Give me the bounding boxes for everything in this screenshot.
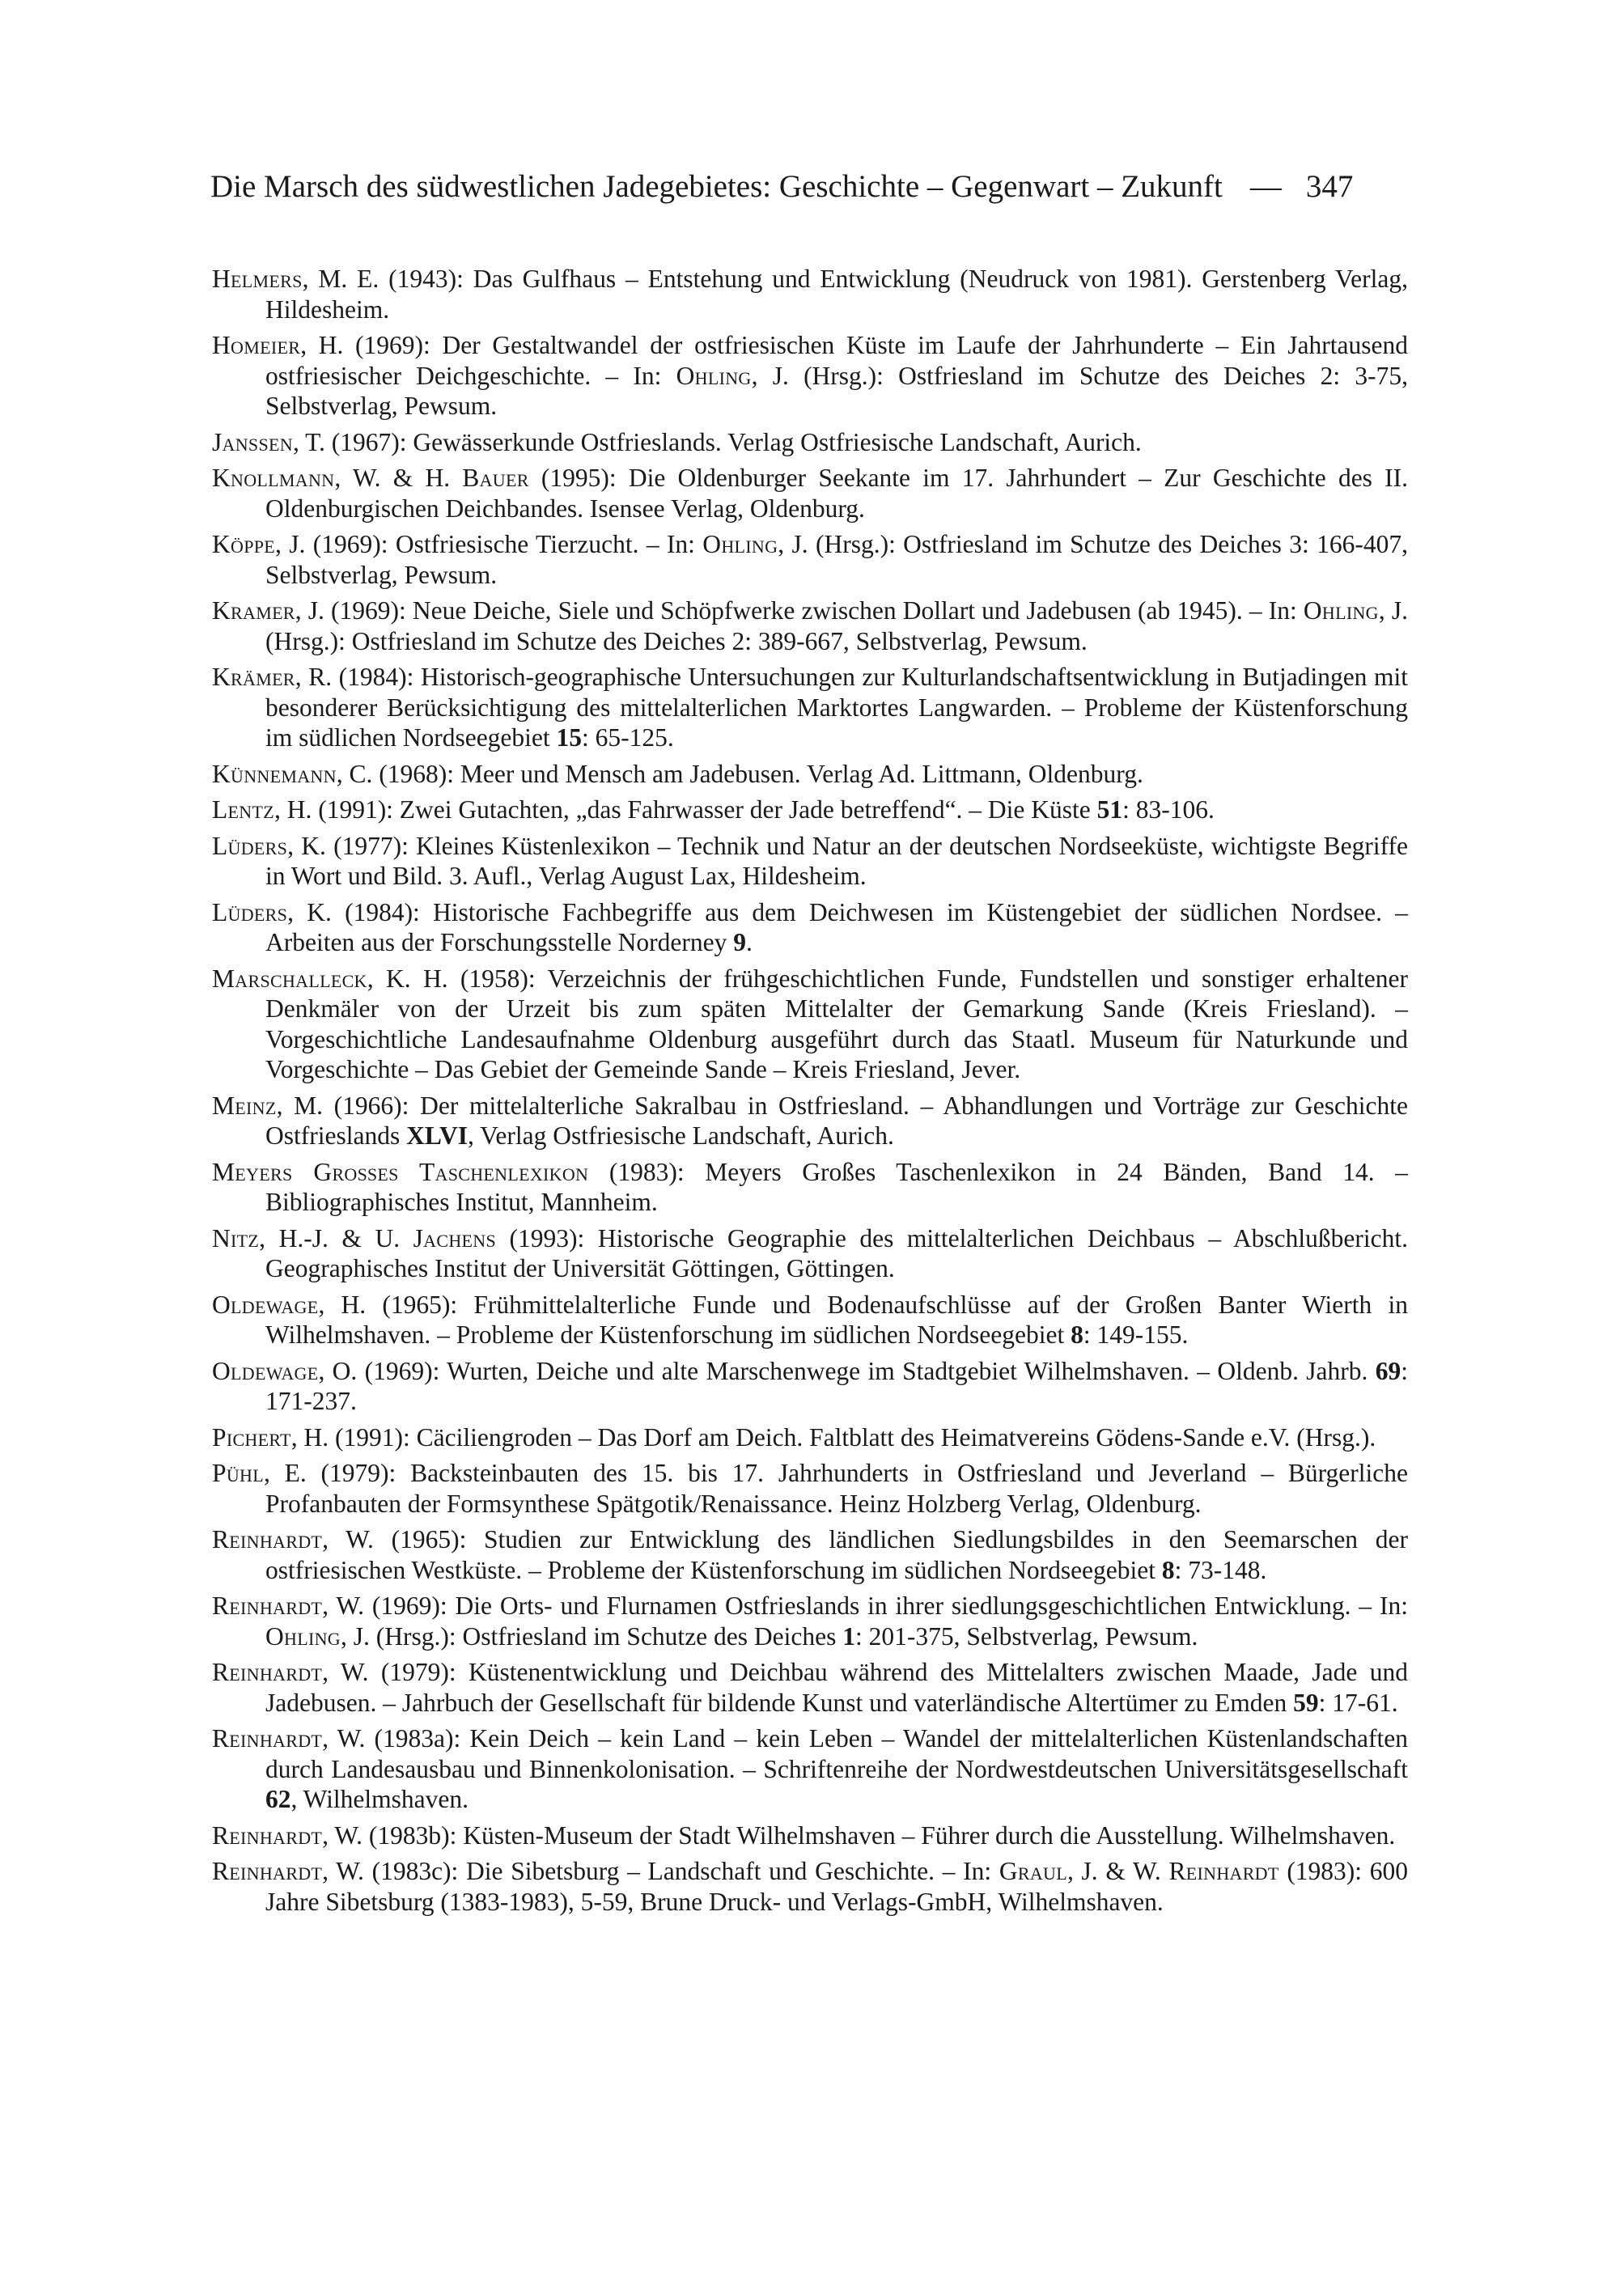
reference-entry — [212, 1091, 1408, 1151]
reference-author: Graul — [999, 1857, 1067, 1885]
reference-author: Lüders — [212, 831, 288, 860]
reference-entry — [212, 1290, 1408, 1350]
reference-author: Janssen — [212, 427, 293, 456]
reference-text: , W. (1965): Studien zur Entwicklung des ländlichen Siedlungsbildes in den Seemarschen der ostfriesischen Westküste. – Probleme der Küstenforschung im südlichen Nordseegebiet — [265, 1525, 1408, 1584]
reference-text: (1983): 600 Jahre Sibetsburg (1383-1983), 5-59, Brune Druck- und Verlags-GmbH, Wilhelmshaven. — [265, 1857, 1409, 1916]
reference-author: Lüders — [212, 897, 288, 926]
reference-text: , H. (1991): Cäciliengroden – Das Dorf am Deich. Faltblatt des Heimatvereins Gödens-Sande e.V. (Hrsg.). — [290, 1422, 1376, 1452]
reference-author: Reinhardt — [212, 1592, 323, 1620]
reference-text: , J. (Hrsg.): Ostfriesland im Schutze des Deiches 3: 166-407, Selbstverlag, Pewsum. — [265, 530, 1409, 589]
reference-text: , R. (1984): Historisch-geographische Untersuchungen zur Kulturlandschaftsentwicklung in Butjadingen mit besonderer Berücksichtigung des mittelalterlichen Marktortes Langwarden. – Probleme der Küstenforschung im südlichen Nordseegebiet — [265, 663, 1408, 752]
reference-entry — [212, 1356, 1408, 1417]
reference-author: Bauer — [462, 464, 529, 492]
reference-entry — [212, 330, 1408, 422]
reference-entry — [212, 964, 1408, 1085]
reference-entry — [212, 1723, 1408, 1815]
reference-author: Jachens — [413, 1223, 496, 1252]
reference-text: (1993): Historische Geographie des mittelalterlichen Deichbaus – Abschlußbericht. Geographisches Institut der Universität Göttingen, Göttingen. — [265, 1223, 1408, 1282]
reference-author: Reinhardt — [212, 1658, 323, 1686]
reference-text: : 149-155. — [1083, 1320, 1189, 1349]
reference-author: Oldewage — [212, 1290, 319, 1319]
reference-author: Reinhardt — [212, 1525, 323, 1553]
reference-text: , K. (1984): Historische Fachbegriffe aus dem Deichwesen im Küstengebiet der südlichen Nordsee. – Arbeiten aus der Forschungsstelle Norderney — [265, 897, 1408, 956]
reference-volume: 59 — [1293, 1688, 1319, 1717]
reference-entry — [212, 897, 1408, 958]
reference-entry — [212, 1223, 1408, 1284]
reference-text: , K. (1977): Kleines Küstenlexikon – Technik und Natur an der deutschen Nordseeküste, wichtigste Begriffe in Wort und Bild. 3. Aufl., Verlag August Lax, Hildesheim. — [265, 831, 1408, 890]
reference-text: : 171-237. — [265, 1356, 1408, 1415]
running-header-dash: — — [1249, 169, 1282, 204]
reference-text: , W. (1983a): Kein Deich – kein Land – kein Leben – Wandel der mittelalterlichen Küstenlandschaften durch Landesausbau und Binnenkolonisation. – Schriftenreihe der Nordwestdeutschen Universitätsgesellschaft — [265, 1724, 1408, 1783]
reference-entry — [212, 1157, 1408, 1218]
reference-text: , M. E. (1943): Das Gulfhaus – Entstehung und Entwicklung (Neudruck von 1981). Gerstenberg Verlag, Hildesheim. — [265, 265, 1408, 324]
reference-text: , J. (1969): Neue Deiche, Siele und Schöpfwerke zwischen Dollart und Jadebusen (ab 1945). – In: — [295, 596, 1304, 625]
reference-text: , H. (1991): Zwei Gutachten, „das Fahrwasser der Jade betreffend“. – Die Küste — [273, 795, 1097, 824]
reference-text: : 73-148. — [1174, 1555, 1267, 1584]
reference-author: Homeier — [212, 331, 301, 359]
reference-author: Meinz — [212, 1091, 277, 1120]
reference-text: (1995): Die Oldenburger Seekante im 17. Jahrhundert – Zur Geschichte des II. Oldenburgischen Deichbandes. Isensee Verlag, Oldenburg. — [265, 464, 1409, 523]
reference-text: , Wilhelmshaven. — [290, 1785, 469, 1813]
reference-text: , J. & W. — [1066, 1857, 1169, 1885]
reference-text: : 201-375, Selbstverlag, Pewsum. — [854, 1621, 1198, 1651]
reference-text: , O. (1969): Wurten, Deiche und alte Marschenwege im Stadtgebiet Wilhelmshaven. – Oldenb. Jahrb. — [318, 1356, 1376, 1385]
reference-author: Ohling — [265, 1621, 341, 1651]
reference-entry — [212, 1820, 1408, 1851]
reference-entry — [212, 759, 1408, 790]
reference-author: Kramer — [212, 596, 295, 625]
reference-entry — [212, 264, 1408, 324]
reference-text: , W. (1983c): Die Sibetsburg – Landschaft und Geschichte. – In: — [322, 1857, 999, 1885]
reference-author: Helmers — [212, 265, 303, 293]
reference-text: , E. (1979): Backsteinbauten des 15. bis 17. Jahrhunderts in Ostfriesland und Jeverland – Bürgerliche Profanbauten der Formsynthese Spätgotik/Renaissance. Heinz Holzberg Verlag, Oldenburg. — [263, 1459, 1408, 1518]
reference-text: , H.-J. & U. — [259, 1223, 413, 1252]
reference-entry — [212, 1856, 1408, 1917]
reference-volume: XLVI — [406, 1121, 468, 1150]
reference-entry — [212, 1591, 1408, 1651]
reference-author: Reinhardt — [1168, 1857, 1279, 1885]
reference-entry — [212, 463, 1408, 523]
reference-volume: 69 — [1375, 1356, 1401, 1385]
reference-entry — [212, 596, 1408, 656]
reference-text: , W. (1979): Küstenentwicklung und Deichbau während des Mittelalters zwischen Maade, Jade und Jadebusen. – Jahrbuch der Gesellschaft für bildende Kunst und vaterländische Altertümer zu Emden — [265, 1658, 1408, 1717]
reference-volume: 8 — [1071, 1320, 1083, 1349]
reference-entry — [212, 831, 1408, 892]
reference-entry — [212, 529, 1408, 590]
page-number: 347 — [1305, 169, 1354, 204]
reference-text: , H. (1965): Frühmittelalterliche Funde und Bodenaufschlüsse auf der Großen Banter Wierth in Wilhelmshaven. – Probleme der Küstenforschung im südlichen Nordseegebiet — [265, 1290, 1408, 1349]
reference-volume: 1 — [842, 1621, 855, 1651]
reference-entry — [212, 1422, 1408, 1453]
reference-entry — [212, 795, 1408, 825]
reference-text: , W. (1983b): Küsten-Museum der Stadt Wilhelmshaven – Führer durch die Ausstellung. Wilhelmshaven. — [322, 1820, 1396, 1850]
reference-text: , Verlag Ostfriesische Landschaft, Aurich. — [467, 1121, 894, 1150]
reference-author: Reinhardt — [212, 1820, 323, 1850]
reference-text: , J. (Hrsg.): Ostfriesland im Schutze des Deiches 2: 389-667, Selbstverlag, Pewsum. — [265, 596, 1408, 655]
reference-text: : 65-125. — [582, 723, 674, 752]
reference-volume: 15 — [556, 723, 583, 752]
reference-volume: 62 — [265, 1785, 291, 1813]
reference-entry — [212, 1458, 1408, 1519]
running-header — [210, 164, 1410, 210]
reference-entry — [212, 427, 1408, 458]
reference-author: Meyers Großes Taschenlexikon — [212, 1157, 589, 1186]
reference-text: , J. (1969): Ostfriesische Tierzucht. – In: — [275, 530, 703, 558]
reference-author: Oldewage — [212, 1356, 319, 1385]
reference-text: . — [745, 928, 753, 956]
reference-author: Krämer — [212, 663, 295, 691]
reference-author: Pühl — [212, 1459, 264, 1487]
reference-text: , W. (1969): Die Orts- und Flurnamen Ostfrieslands in ihrer siedlungsgeschichtlichen Entwicklung. – In: — [322, 1592, 1408, 1620]
reference-author: Ohling — [1303, 596, 1379, 625]
reference-author: Reinhardt — [212, 1857, 323, 1885]
reference-text: (1983): Meyers Großes Taschenlexikon in 24 Bänden, Band 14. – Bibliographisches Institut, Mannheim. — [265, 1157, 1408, 1216]
reference-author: Reinhardt — [212, 1724, 323, 1753]
reference-text: , K. H. (1958): Verzeichnis der frühgeschichtlichen Funde, Fundstellen und sonstiger erhaltener Denkmäler von der Urzeit bis zum späten Mittelalter der Gemarkung Sande (Kreis Friesland). – Vorgeschichtliche Landesaufnahme Oldenburg ausgeführt durch das Staatl. Museum für Naturkunde und Vorgeschichte – Das Gebiet der Gemeinde Sande – Kreis Friesland, Jever. — [265, 964, 1408, 1083]
reference-text: , C. (1968): Meer und Mensch am Jadebusen. Verlag Ad. Littmann, Oldenburg. — [336, 759, 1143, 788]
reference-author: Köppe — [212, 530, 276, 558]
reference-author: Ohling — [702, 530, 778, 558]
reference-volume: 51 — [1096, 795, 1123, 824]
reference-volume: 8 — [1161, 1555, 1175, 1584]
reference-entry — [212, 1524, 1408, 1585]
reference-text: , W. & H. — [334, 464, 463, 492]
reference-text: : 17-61. — [1318, 1688, 1398, 1717]
reference-author: Nitz — [212, 1223, 260, 1252]
reference-author: Marschalleck — [212, 964, 367, 993]
reference-author: Ohling — [676, 361, 752, 390]
reference-text: , M. (1966): Der mittelalterliche Sakralbau in Ostfriesland. – Abhandlungen und Vorträge zur Geschichte Ostfrieslands — [265, 1091, 1408, 1150]
reference-text: , J. (Hrsg.): Ostfriesland im Schutze des Deiches 2: 3-75, Selbstverlag, Pewsum. — [265, 361, 1408, 420]
reference-author: Lentz — [212, 795, 274, 824]
reference-entry — [212, 662, 1408, 753]
reference-text: : 83-106. — [1122, 795, 1215, 824]
reference-list — [212, 264, 1408, 1922]
reference-author: Pichert — [212, 1422, 291, 1452]
running-header-title: Die Marsch des südwestlichen Jadegebietes: Geschichte – Gegenwart – Zukunft — [210, 169, 1223, 204]
reference-author: Künnemann — [212, 759, 337, 788]
reference-author: Knollmann — [212, 464, 335, 492]
reference-volume: 9 — [733, 928, 746, 956]
reference-entry — [212, 1657, 1408, 1718]
reference-text: , T. (1967): Gewässerkunde Ostfrieslands. Verlag Ostfriesische Landschaft, Aurich. — [292, 427, 1142, 456]
reference-text: , J. (Hrsg.): Ostfriesland im Schutze des Deiches — [340, 1621, 843, 1651]
reference-text: , H. (1969): Der Gestaltwandel der ostfriesischen Küste im Laufe der Jahrhunderte – Ein Jahrtausend ostfriesischer Deichgeschichte. – In: — [265, 331, 1408, 390]
